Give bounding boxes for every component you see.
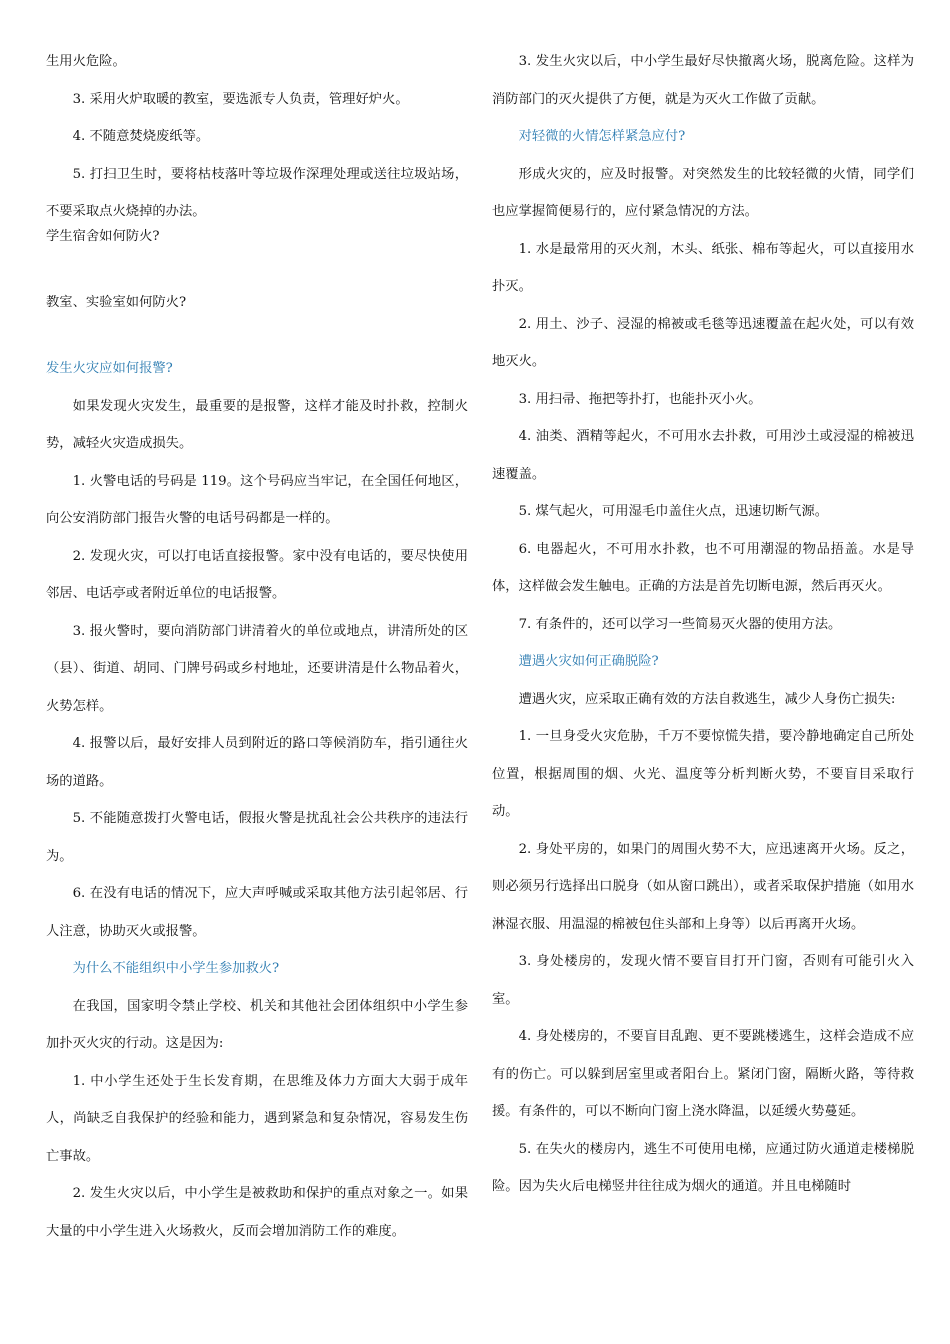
paragraph: 如果发现火灾发生，最重要的是报警，这样才能及时扑救，控制火势，减轻火灾造成损失。 [46,398,468,451]
paragraph: 6. 在没有电话的情况下，应大声呼喊或采取其他方法引起邻居、行人注意，协助灭火或报警。 [46,886,468,939]
paragraph: 5. 煤气起火，可用湿毛巾盖住火点，迅速切断气源。 [518,504,829,519]
section-heading: 发生火灾应如何报警? [46,361,173,376]
paragraph: 4. 报警以后，最好安排人员到附近的路口等候消防车，指引通往火场的道路。 [46,736,468,789]
paragraph: 1. 中小学生还处于生长发育期，在思维及体力方面大大弱于成年人，尚缺乏自我保护的经验和能力，遇到紧急和复杂情况，容易发生伤亡事故。 [46,1073,468,1164]
section-heading: 对轻微的火情怎样紧急应付? [518,129,686,144]
question-heading: 学生宿舍如何防火? [46,228,160,244]
left-column [46,43,468,1250]
paragraph: 1. 一旦身受火灾危胁，千万不要惊慌失措，要冷静地确定自己所处位置，根据周围的烟、火光、温度等分析判断火势，不要盲目采取行动。 [492,729,914,819]
paragraph: 2. 发生火灾以后，中小学生是被救助和保护的重点对象之一。如果大量的中小学生进入火场救火，反而会增加消防工作的难度。 [46,1186,468,1239]
paragraph: 5. 在失火的楼房内，逃生不可使用电梯，应通过防火通道走楼梯脱险。因为失火后电梯竖井往往成为烟火的通道。并且电梯随时 [492,1141,914,1194]
paragraph: 4. 油类、酒精等起火，不可用水去扑救，可用沙土或浸湿的棉被迅速覆盖。 [492,429,914,482]
section-heading: 遭遇火灾如何正确脱险? [518,654,659,669]
paragraph: 2. 身处平房的，如果门的周围火势不大，应迅速离开火场。反之，则必须另行选择出口脱身（如从窗口跳出），或者采取保护措施（如用水淋湿衣服、用温湿的棉被包住头部和上身等）以后再离开火场。 [492,841,914,932]
paragraph: 3. 采用火炉取暖的教室，要选派专人负责，管理好炉火。 [72,91,409,107]
paragraph: 5. 打扫卫生时，要将枯枝落叶等垃圾作深理处理或送往垃圾站场，不要采取点火烧掉的办法。 [46,166,468,219]
paragraph: 3. 发生火灾以后，中小学生最好尽快撤离火场，脱离危险。这样为消防部门的灭火提供了方便，就是为灭火工作做了贡献。 [492,54,914,107]
paragraph: 7. 有条件的，还可以学习一些简易灭火器的使用方法。 [518,616,842,632]
paragraph: 4. 身处楼房的，不要盲目乱跑、更不要跳楼逃生，这样会造成不应有的伤亡。可以躲到居室里或者阳台上。紧闭门窗，隔断火路，等待救援。有条件的，可以不断向门窗上浇水降温，以延缓火势蔓延。 [492,1029,914,1119]
question-heading: 教室、实验室如何防火? [46,294,187,310]
paragraph: 6. 电器起火，不可用水扑救，也不可用潮湿的物品捂盖。水是导体，这样做会发生触电。正确的方法是首先切断电源，然后再灭火。 [492,541,914,594]
paragraph: 1. 火警电话的号码是 119。这个号码应当牢记，在全国任何地区，向公安消防部门报告火警的电话号码都是一样的。 [46,473,468,526]
paragraph: 1. 水是最常用的灭火剂，木头、纸张、棉布等起火，可以直接用水扑灭。 [492,241,914,294]
paragraph: 遭遇火灾，应采取正确有效的方法自救逃生，减少人身伤亡损失: [518,691,896,707]
blank-space [46,321,468,350]
paragraph: 2. 用土、沙子、浸湿的棉被或毛毯等迅速覆盖在起火处，可以有效地灭火。 [492,316,914,369]
paragraph: 2. 发现火灾，可以打电话直接报警。家中没有电话的，要尽快使用邻居、电话亭或者附近单位的电话报警。 [46,548,468,601]
paragraph: 5. 不能随意拨打火警电话，假报火警是扰乱社会公共秩序的违法行为。 [46,811,468,864]
right-column [492,43,914,1206]
paragraph: 3. 用扫帚、拖把等扑打，也能扑灭小火。 [518,391,762,407]
paragraph: 形成火灾的，应及时报警。对突然发生的比较轻微的火情，同学们也应掌握简便易行的，应付紧急情况的方法。 [492,166,914,219]
paragraph: 4. 不随意焚烧废纸等。 [72,129,210,144]
paragraph: 3. 报火警时，要向消防部门讲清着火的单位或地点，讲清所处的区（县）、街道、胡同、门牌号码或乡村地址，还要讲清是什么物品着火，火势怎样。 [46,623,468,714]
paragraph: 在我国，国家明令禁止学校、机关和其他社会团体组织中小学生参加扑灭火灾的行动。这是因为: [46,998,468,1051]
blank-space [46,264,468,284]
paragraph: 生用火危险。 [46,54,126,69]
section-heading: 为什么不能组织中小学生参加救火? [72,961,280,976]
paragraph: 3. 身处楼房的，发现火情不要盲目打开门窗，否则有可能引火入室。 [492,954,914,1007]
